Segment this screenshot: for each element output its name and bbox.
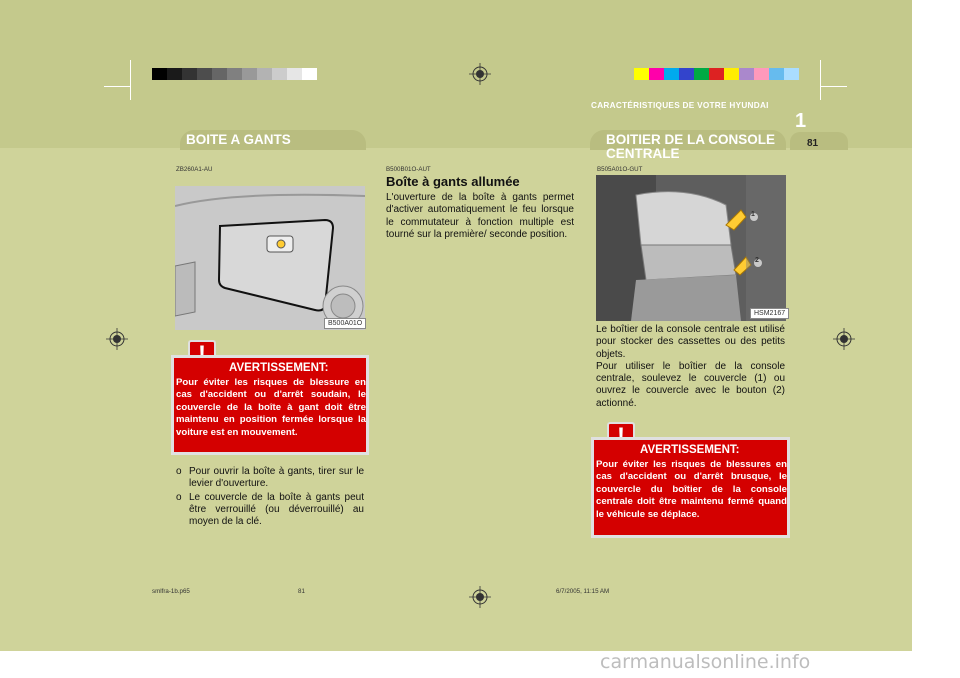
warning-title: AVERTISSEMENT: bbox=[640, 444, 740, 456]
color-swatch bbox=[754, 68, 769, 80]
color-swatch bbox=[739, 68, 754, 80]
console-image-label: HSM2167 bbox=[750, 308, 789, 319]
lit-glovebox-subtitle: Boîte à gants allumée bbox=[386, 174, 520, 189]
registration-mark-icon bbox=[469, 63, 491, 85]
color-swatches-right bbox=[634, 68, 799, 80]
color-swatch bbox=[227, 68, 242, 80]
callout-1: 1 bbox=[751, 211, 755, 218]
color-swatch bbox=[182, 68, 197, 80]
color-swatch bbox=[212, 68, 227, 80]
glovebox-image-label: B500A01O bbox=[324, 318, 366, 329]
watermark: carmanualsonline.info bbox=[600, 651, 811, 673]
glovebox-instructions bbox=[176, 466, 364, 529]
list-item: o Le couvercle de la boîte à gants peut être verrouillé (ou déverrouillé) au moyen de la clé. bbox=[176, 491, 364, 528]
page-number-tab bbox=[790, 132, 848, 150]
glovebox-drawing bbox=[175, 186, 365, 330]
crop-mark bbox=[130, 60, 131, 100]
crop-mark bbox=[104, 86, 130, 87]
color-swatch bbox=[257, 68, 272, 80]
color-swatch bbox=[664, 68, 679, 80]
color-swatch bbox=[302, 68, 317, 80]
glovebox-illustration bbox=[175, 186, 365, 330]
registration-mark-icon bbox=[469, 586, 491, 608]
color-swatch bbox=[649, 68, 664, 80]
registration-mark-icon bbox=[106, 328, 128, 350]
color-swatches-left bbox=[152, 68, 317, 80]
glovebox-code: ZB260A1-AU bbox=[176, 166, 213, 173]
console-photo bbox=[596, 175, 786, 321]
lit-glovebox-text: L'ouverture de la boîte à gants permet d'activer automatiquement le feu lorsque le commutateur à fonction multiple est tourné sur la première/ seconde position. bbox=[386, 192, 574, 240]
console-drawing bbox=[596, 175, 786, 321]
warning-text: Pour éviter les risques de blessure en cas d'accident ou d'arrêt soudain, le couvercle de la boîte à gant doit être maintenu en position fermée lorsque la voiture est en mouvement. bbox=[176, 377, 366, 438]
console-warning-box bbox=[591, 437, 790, 538]
list-item: o Pour ouvrir la boîte à gants, tirer sur le levier d'ouverture. bbox=[176, 466, 364, 490]
warning-title: AVERTISSEMENT: bbox=[229, 362, 329, 374]
registration-mark-icon bbox=[833, 328, 855, 350]
color-swatch bbox=[724, 68, 739, 80]
lit-glovebox-code: B500B01O-AUT bbox=[386, 166, 431, 173]
color-swatch bbox=[197, 68, 212, 80]
color-swatch bbox=[167, 68, 182, 80]
console-text: Le boîtier de la console centrale est utilisé pour stocker des cassettes ou des petits objets. Pour utiliser le boîtier de la console centrale, soulevez le couvercle (1) ou ouvrez le couvercle avec le bouton (2) actionné. bbox=[596, 324, 785, 409]
crop-mark bbox=[821, 86, 847, 87]
page-number: 81 bbox=[807, 138, 819, 149]
footer-page: 81 bbox=[298, 588, 305, 595]
color-swatch bbox=[709, 68, 724, 80]
color-swatch bbox=[634, 68, 649, 80]
footer-file: smlfra-1b.p65 bbox=[152, 588, 190, 595]
crop-mark bbox=[820, 60, 821, 100]
glovebox-warning-box bbox=[171, 355, 369, 455]
color-swatch bbox=[694, 68, 709, 80]
color-swatch bbox=[769, 68, 784, 80]
footer-timestamp: 6/7/2005, 11:15 AM bbox=[556, 588, 610, 595]
console-title: BOITIER DE LA CONSOLE CENTRALE bbox=[606, 132, 776, 161]
console-code: B505A01O-GUT bbox=[597, 166, 643, 173]
color-swatch bbox=[272, 68, 287, 80]
section-title: CARACTÉRISTIQUES DE VOTRE HYUNDAI bbox=[591, 101, 769, 110]
color-swatch bbox=[242, 68, 257, 80]
color-swatch bbox=[152, 68, 167, 80]
color-swatch bbox=[784, 68, 799, 80]
color-swatch bbox=[287, 68, 302, 80]
warning-text: Pour éviter les risques de blessures en cas d'accident ou d'arrêt brusque, le couvercle du boîtier de la console centrale doit être maintenu fermé quand le véhicule se déplace. bbox=[596, 459, 787, 520]
callout-2: 2 bbox=[755, 257, 759, 264]
section-number: 1 bbox=[795, 110, 807, 132]
color-swatch bbox=[679, 68, 694, 80]
glovebox-title: BOITE A GANTS bbox=[186, 132, 291, 147]
